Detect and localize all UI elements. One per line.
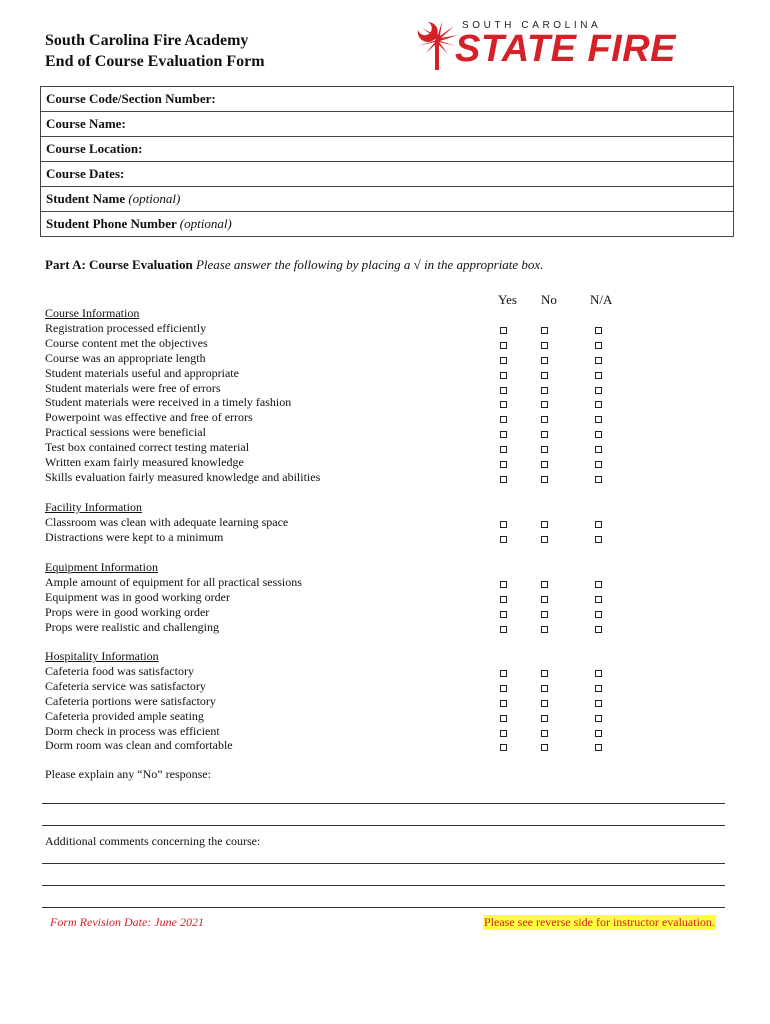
checkbox-na[interactable] — [595, 685, 602, 692]
evaluation-item-label: Classroom was clean with adequate learning space — [45, 514, 289, 529]
checkbox-yes[interactable] — [500, 357, 507, 364]
evaluation-item-label: Props were realistic and challenging — [45, 619, 219, 634]
part-a-heading — [45, 257, 543, 273]
course-code-field[interactable]: Course Code/Section Number: — [41, 87, 733, 112]
checkbox-no[interactable] — [541, 521, 548, 528]
evaluation-item-label: Cafeteria provided ample seating — [45, 708, 204, 723]
evaluation-item-label: Course was an appropriate length — [45, 350, 206, 365]
checkbox-na[interactable] — [595, 536, 602, 543]
checkbox-na[interactable] — [595, 431, 602, 438]
checkbox-no[interactable] — [541, 416, 548, 423]
checkbox-yes[interactable] — [500, 744, 507, 751]
checkbox-yes[interactable] — [500, 372, 507, 379]
additional-comments-prompt: Additional comments concerning the course: — [45, 834, 261, 848]
checkbox-no[interactable] — [541, 446, 548, 453]
student-name-field[interactable]: Student Name (optional) — [41, 187, 733, 212]
checkbox-no[interactable] — [541, 327, 548, 334]
section-heading: Course Information — [45, 306, 140, 320]
checkbox-yes[interactable] — [500, 416, 507, 423]
checkbox-no[interactable] — [541, 357, 548, 364]
checkbox-na[interactable] — [595, 357, 602, 364]
comments-answer-line[interactable] — [42, 863, 725, 864]
section-heading: Equipment Information — [45, 560, 158, 574]
checkbox-yes[interactable] — [500, 401, 507, 408]
checkbox-yes[interactable] — [500, 730, 507, 737]
checkbox-na[interactable] — [595, 581, 602, 588]
evaluation-item-label: Props were in good working order — [45, 604, 210, 619]
student-info-table — [40, 86, 734, 237]
checkbox-no[interactable] — [541, 715, 548, 722]
checkbox-no[interactable] — [541, 685, 548, 692]
evaluation-item-label: Cafeteria service was satisfactory — [45, 678, 206, 693]
checkbox-yes[interactable] — [500, 521, 507, 528]
evaluation-item-label: Student materials were received in a timely fashion — [45, 395, 292, 410]
checkbox-yes[interactable] — [500, 476, 507, 483]
checkbox-na[interactable] — [595, 461, 602, 468]
evaluation-item-label: Cafeteria portions were satisfactory — [45, 693, 216, 708]
column-header-na: N/A — [590, 292, 613, 307]
checkbox-na[interactable] — [595, 730, 602, 737]
checkbox-no[interactable] — [541, 461, 548, 468]
checkbox-no[interactable] — [541, 581, 548, 588]
checkbox-yes[interactable] — [500, 611, 507, 618]
checkbox-na[interactable] — [595, 446, 602, 453]
checkbox-na[interactable] — [595, 387, 602, 394]
course-location-field[interactable]: Course Location: — [41, 137, 733, 162]
state-fire-logo — [412, 18, 702, 73]
section-heading: Hospitality Information — [45, 649, 159, 663]
checkbox-yes[interactable] — [500, 626, 507, 633]
evaluation-item-label: Cafeteria food was satisfactory — [45, 663, 194, 678]
checkbox-no[interactable] — [541, 431, 548, 438]
checkbox-na[interactable] — [595, 611, 602, 618]
evaluation-item-label: Ample amount of equipment for all practical sessions — [45, 574, 302, 589]
checkbox-no[interactable] — [541, 744, 548, 751]
comments-answer-line[interactable] — [42, 907, 725, 908]
logo-state-fire-text: STATE FIRE — [455, 28, 677, 70]
reverse-side-note: Please see reverse side for instructor evaluation. — [484, 915, 715, 929]
part-a-instruction: Please answer the following by placing a √ in the appropriate box. — [195, 257, 544, 272]
checkbox-yes[interactable] — [500, 327, 507, 334]
checkbox-na[interactable] — [595, 700, 602, 707]
student-phone-field[interactable]: Student Phone Number (optional) — [46, 216, 232, 231]
evaluation-item-label: Equipment was in good working order — [45, 589, 230, 604]
checkbox-na[interactable] — [595, 476, 602, 483]
checkbox-na[interactable] — [595, 670, 602, 677]
checkbox-na[interactable] — [595, 372, 602, 379]
checkbox-no[interactable] — [541, 596, 548, 603]
checkbox-na[interactable] — [595, 596, 602, 603]
course-dates-field[interactable]: Course Dates: — [41, 162, 733, 187]
form-title — [45, 30, 265, 72]
checkbox-yes[interactable] — [500, 596, 507, 603]
evaluation-item-label: Course content met the objectives — [45, 335, 208, 350]
checkbox-no[interactable] — [541, 730, 548, 737]
evaluation-item-label: Powerpoint was effective and free of errors — [45, 410, 253, 425]
section-heading: Facility Information — [45, 500, 142, 514]
checkbox-no[interactable] — [541, 387, 548, 394]
checkbox-na[interactable] — [595, 715, 602, 722]
checkbox-na[interactable] — [595, 521, 602, 528]
checkbox-yes[interactable] — [500, 670, 507, 677]
course-name-field[interactable]: Course Name: — [41, 112, 733, 137]
evaluation-item-label: Dorm check in process was efficient — [45, 723, 220, 738]
column-header-yes: Yes — [498, 292, 517, 307]
checkbox-yes[interactable] — [500, 446, 507, 453]
evaluation-item-label: Student materials useful and appropriate — [45, 365, 239, 380]
checkbox-yes[interactable] — [500, 461, 507, 468]
title-line-1: South Carolina Fire Academy — [45, 32, 249, 49]
checkbox-no[interactable] — [541, 626, 548, 633]
column-header-no: No — [541, 292, 557, 307]
evaluation-item-label: Registration processed efficiently — [45, 320, 207, 335]
title-line-2: End of Course Evaluation Form — [45, 53, 265, 70]
checkbox-yes[interactable] — [500, 715, 507, 722]
checkbox-no[interactable] — [541, 342, 548, 349]
checkbox-yes[interactable] — [500, 387, 507, 394]
evaluation-item-label: Student materials were free of errors — [45, 380, 221, 395]
explain-answer-line[interactable] — [42, 825, 725, 826]
evaluation-item-label: Test box contained correct testing material — [45, 440, 250, 455]
evaluation-item-label: Skills evaluation fairly measured knowledge and abilities — [45, 469, 321, 484]
checkbox-yes[interactable] — [500, 536, 507, 543]
checkbox-yes[interactable] — [500, 581, 507, 588]
logo-state-text: SOUTH CAROLINA — [462, 20, 602, 31]
evaluation-item-label: Practical sessions were beneficial — [45, 425, 206, 440]
explain-answer-line[interactable] — [42, 803, 725, 804]
form-revision-date: Form Revision Date: June 2021 — [50, 915, 204, 929]
checkbox-yes[interactable] — [500, 700, 507, 707]
checkbox-no[interactable] — [541, 372, 548, 379]
checkbox-na[interactable] — [595, 626, 602, 633]
checkbox-yes[interactable] — [500, 685, 507, 692]
checkbox-na[interactable] — [595, 744, 602, 751]
checkbox-yes[interactable] — [500, 342, 507, 349]
checkbox-na[interactable] — [595, 401, 602, 408]
checkbox-no[interactable] — [541, 476, 548, 483]
evaluation-item-label: Distractions were kept to a minimum — [45, 529, 224, 544]
evaluation-item-label: Dorm room was clean and comfortable — [45, 738, 233, 753]
checkbox-yes[interactable] — [500, 431, 507, 438]
part-a-title: Part A: Course Evaluation — [45, 257, 193, 272]
checkbox-na[interactable] — [595, 342, 602, 349]
evaluation-item-label: Written exam fairly measured knowledge — [45, 455, 244, 469]
checkbox-na[interactable] — [595, 327, 602, 334]
explain-no-prompt: Please explain any “No” response: — [45, 767, 211, 781]
checkbox-no[interactable] — [541, 700, 548, 707]
checkbox-no[interactable] — [541, 536, 548, 543]
checkbox-no[interactable] — [541, 670, 548, 677]
checkbox-no[interactable] — [541, 401, 548, 408]
checkbox-no[interactable] — [541, 611, 548, 618]
checkbox-na[interactable] — [595, 416, 602, 423]
comments-answer-line[interactable] — [42, 885, 725, 886]
